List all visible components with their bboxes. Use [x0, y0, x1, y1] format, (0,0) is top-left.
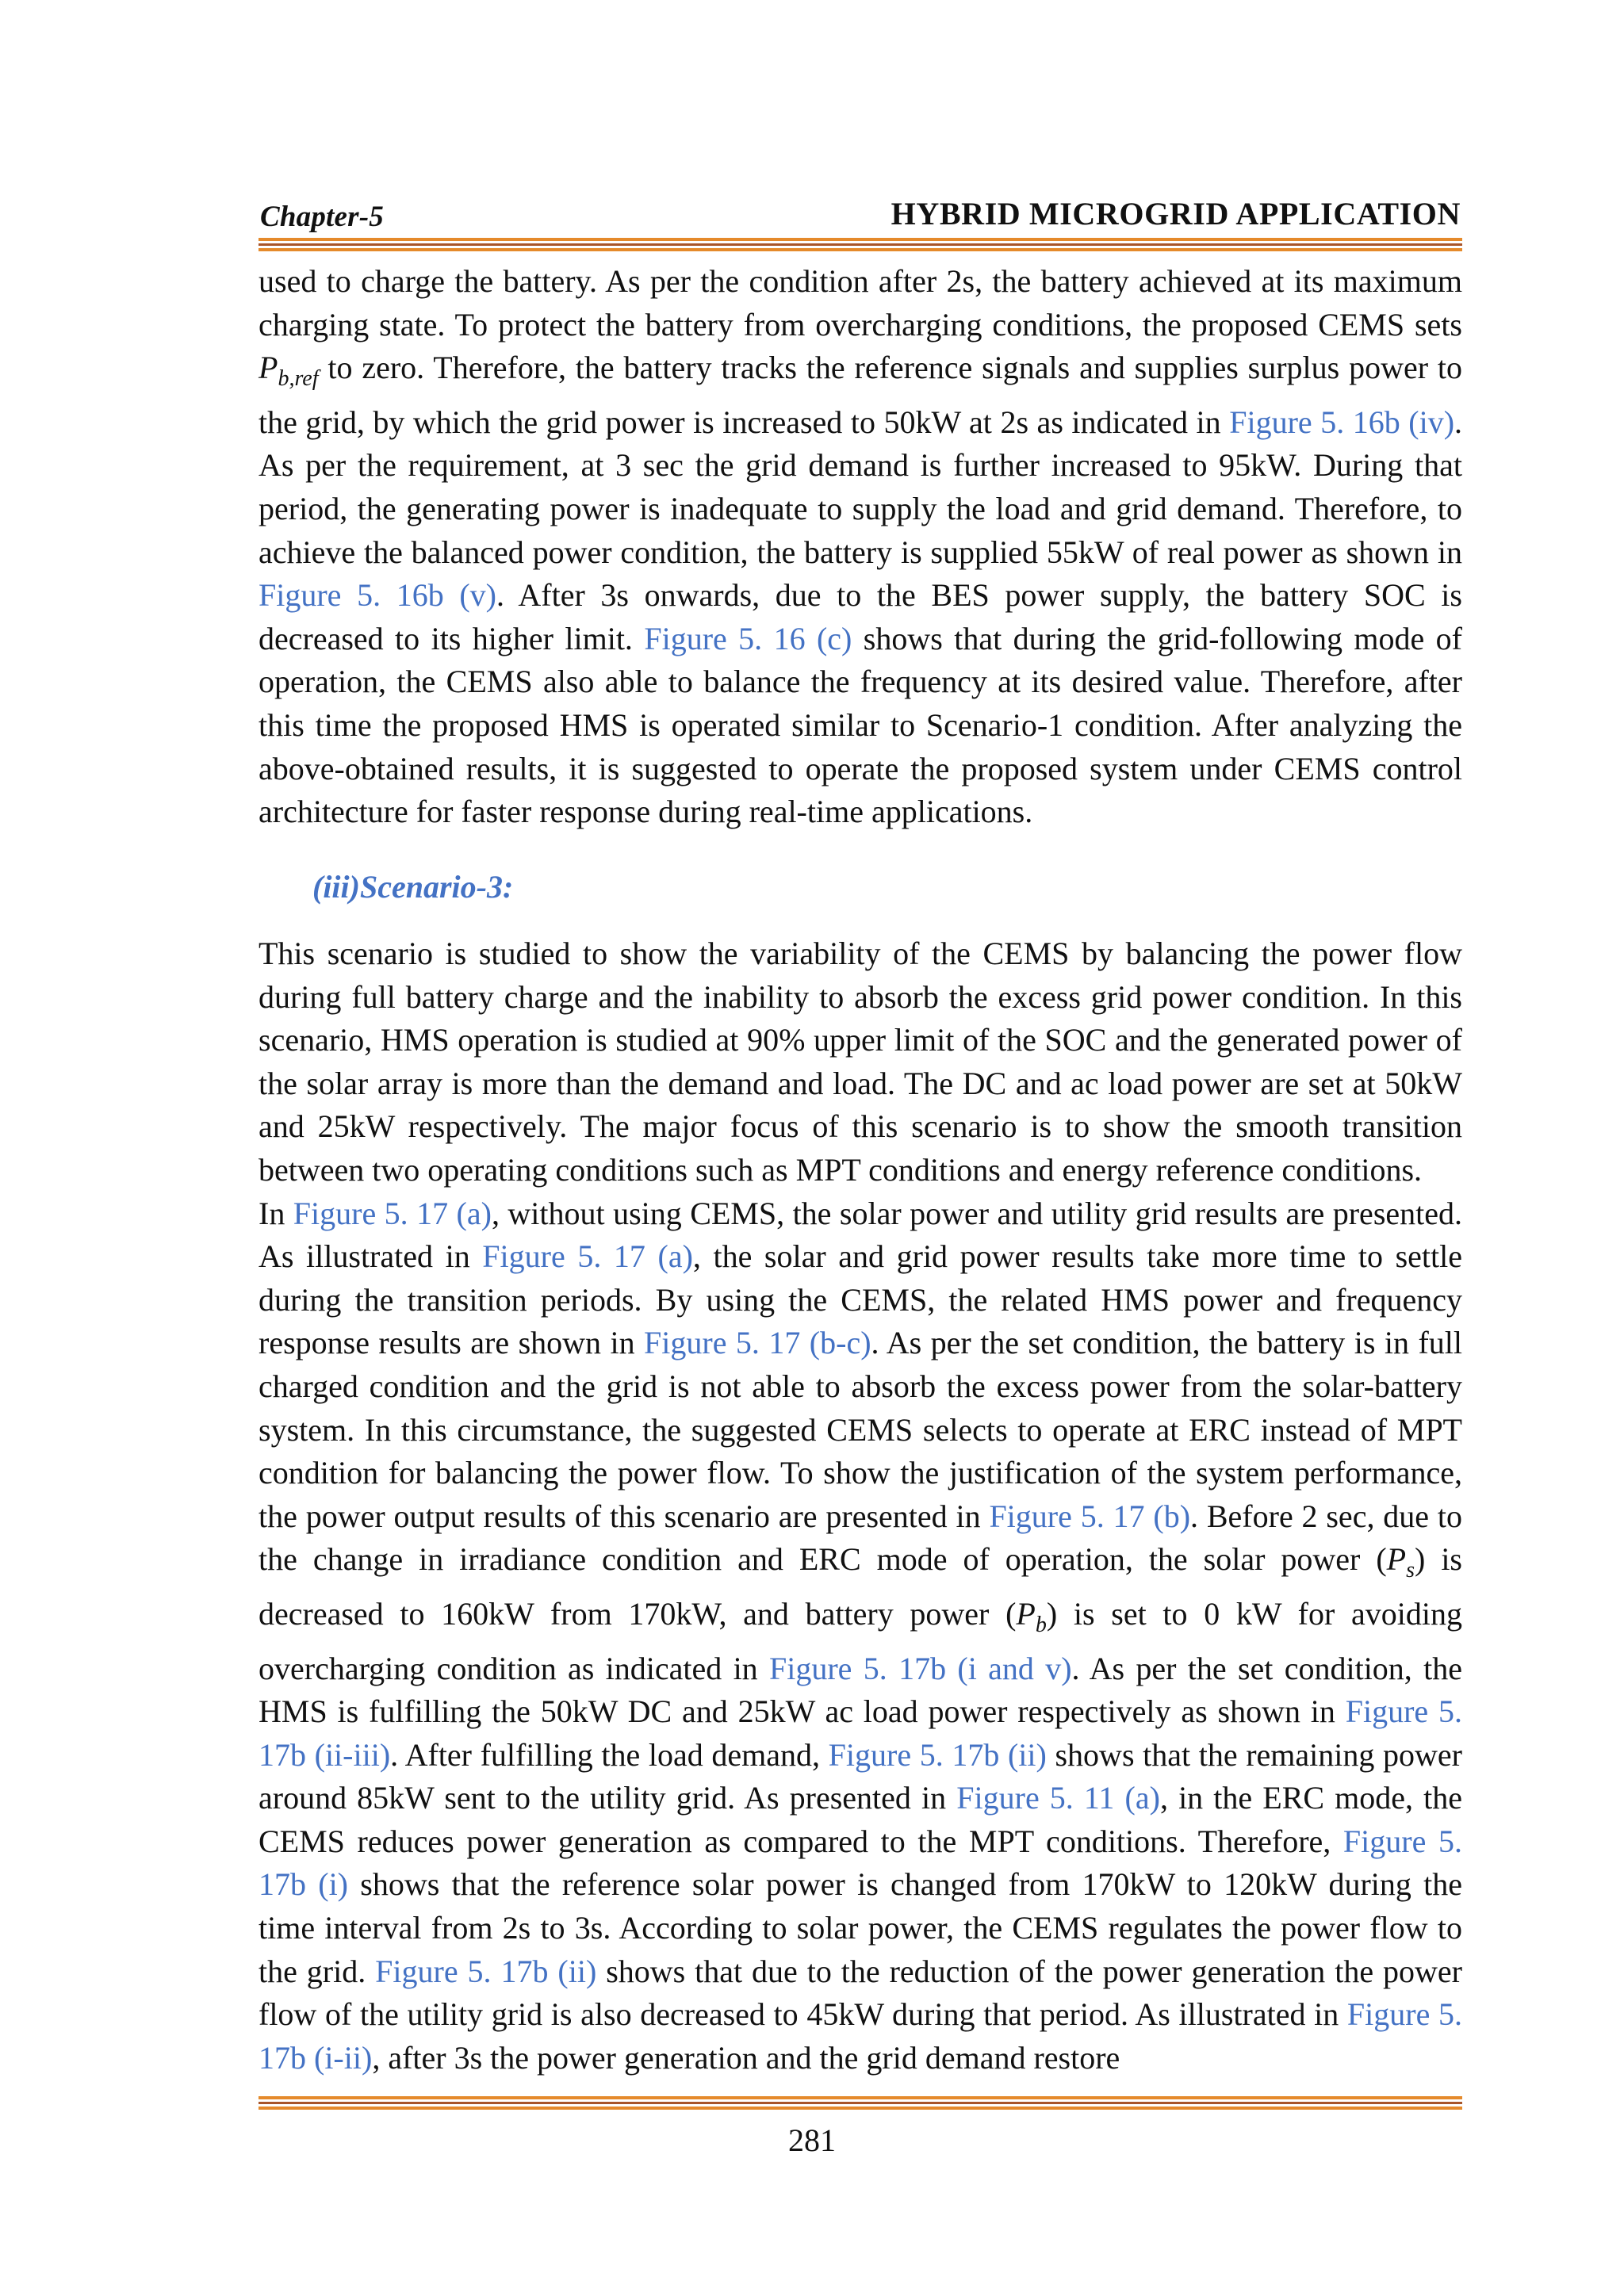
- symbol-pb-ref: [259, 350, 319, 392]
- header-rule-line: [259, 238, 1462, 241]
- text-run: . As per the set condition, the HMS is fulfilling the 50kW DC and 25kW ac load power respectively as shown in: [259, 1650, 1462, 1730]
- text-run: , the solar and grid power results take more time to settle during the transition periods. By using the CEMS, the related HMS power and frequency response results are shown in: [259, 1238, 1462, 1361]
- figure-reference-link[interactable]: Figure 5. 17b (i): [259, 1823, 1462, 1903]
- text-run: , in the ERC mode, the CEMS reduces power generation as compared to the MPT conditions. Therefore,: [259, 1780, 1463, 1859]
- header-rule-line: [259, 248, 1462, 251]
- figure-reference-link[interactable]: Figure 5. 17 (a): [482, 1238, 693, 1275]
- text-run: , after 3s the power generation and the grid demand restore: [372, 2039, 1120, 2076]
- text-run: . Before 2 sec, due to the change in irradiance condition and ERC mode of operation, the solar power (: [259, 1498, 1462, 1578]
- text-run: to zero. Therefore, the battery tracks the reference signals and supplies surplus power to the grid, by which the grid power is increased to 50kW at 2s as indicated in: [259, 350, 1462, 440]
- text-run: . As per the requirement, at 3 sec the grid demand is further increased to 95kW. During that period, the generating power is inadequate to supply the load and grid demand. Therefore, to achieve the balanced power condition, the battery is supplied 55kW of real power as shown in: [259, 404, 1463, 570]
- section-heading: (iii)Scenario-3:: [312, 869, 514, 905]
- footer-rule: [259, 2096, 1462, 2114]
- header-rule: [259, 238, 1462, 255]
- footer-rule-line: [259, 2107, 1462, 2110]
- figure-reference-link[interactable]: Figure 5. 16 (c): [644, 620, 852, 656]
- body-paragraph-1: [259, 260, 1462, 834]
- figure-reference-link[interactable]: Figure 5. 17b (ii): [828, 1736, 1047, 1773]
- figure-reference-link[interactable]: Figure 5. 17b (i-ii): [259, 1996, 1462, 2076]
- symbol-subscript: s: [1406, 1558, 1415, 1583]
- paragraph: [259, 260, 1462, 834]
- header-title: HYBRID MICROGRID APPLICATION: [891, 196, 1461, 232]
- text-run: shows that the remaining power around 85kW sent to the utility grid. As presented in: [259, 1736, 1462, 1816]
- symbol-subscript: b: [1035, 1612, 1047, 1637]
- text-run: shows that the reference solar power is changed from 170kW to 120kW during the time interval from 2s to 3s. According to solar power, the CEMS regulates the power flow to the grid.: [259, 1866, 1462, 1989]
- text-run: . After fulfilling the load demand,: [390, 1736, 829, 1773]
- figure-reference-link[interactable]: Figure 5. 17 (b-c): [644, 1325, 871, 1361]
- text-run: ) is set to 0 kW for avoiding overcharging condition as indicated in: [259, 1595, 1463, 1686]
- symbol-main: P: [259, 350, 278, 386]
- chapter-label: Chapter-5: [260, 201, 384, 233]
- text-run: ) is decreased to 160kW from 170kW, and battery power (: [259, 1541, 1462, 1632]
- paragraph: This scenario is studied to show the variability of the CEMS by balancing the power flow during full battery charge and the inability to absorb the excess grid power condition. In this scenario, HMS operation is studied at 90% upper limit of the SOC and the generated power of the solar array is more than the demand and load. The DC and ac load power are set at 50kW and 25kW respectively. The major focus of this scenario is to show the smooth transition between two operating conditions such as MPT conditions and energy reference conditions.: [259, 936, 1462, 1188]
- text-run: In: [259, 1195, 293, 1231]
- figure-reference-link[interactable]: Figure 5. 11 (a): [956, 1780, 1160, 1816]
- text-run: shows that due to the reduction of the power generation the power flow of the utility grid is also decreased to 45kW during that period. As illustrated in: [259, 1953, 1462, 2033]
- figure-reference-link[interactable]: Figure 5. 17b (ii-iii): [259, 1693, 1462, 1773]
- paragraph: [259, 1192, 1462, 2080]
- footer-rule-line: [259, 2096, 1462, 2099]
- body-section-scenario-3: [259, 932, 1462, 2080]
- text-run: . After 3s onwards, due to the BES power supply, the battery SOC is decreased to its higher limit.: [259, 577, 1462, 656]
- symbol-pb: [1016, 1595, 1047, 1637]
- text-run: shows that during the grid-following mode of operation, the CEMS also able to balance the frequency at its desired value. Therefore, after this time the proposed HMS is operated similar to Scenario-1 condition. After analyzing the above-obtained results, it is suggested to operate the proposed system under CEMS control architecture for faster response during real-time applications.: [259, 620, 1463, 830]
- symbol-main: P: [1016, 1595, 1036, 1632]
- figure-reference-link[interactable]: Figure 5. 17 (a): [293, 1195, 492, 1231]
- symbol-subscript: b,ref: [278, 366, 319, 392]
- footer-rule-line: [259, 2102, 1462, 2104]
- figure-reference-link[interactable]: Figure 5. 16b (v): [259, 577, 496, 614]
- figure-reference-link[interactable]: Figure 5. 17b (i and v): [769, 1650, 1072, 1686]
- page-number: 281: [788, 2122, 836, 2158]
- figure-reference-link[interactable]: Figure 5. 17b (ii): [375, 1953, 597, 1989]
- text-run: . As per the set condition, the battery is in full charged condition and the grid is not able to absorb the excess power from the solar-battery system. In this circumstance, the suggested CEMS selects to operate at ERC instead of MPT condition for balancing the power flow. To show the justification of the system performance, the power output results of this scenario are presented in: [259, 1325, 1462, 1534]
- text-run: used to charge the battery. As per the condition after 2s, the battery achieved at its maximum charging state. To protect the battery from overcharging conditions, the proposed CEMS sets: [259, 263, 1462, 342]
- symbol-main: P: [1386, 1541, 1407, 1578]
- figure-reference-link[interactable]: Figure 5. 16b (iv): [1229, 404, 1455, 440]
- text-run: , without using CEMS, the solar power and utility grid results are presented. As illustrated in: [259, 1195, 1462, 1275]
- figure-reference-link[interactable]: Figure 5. 17 (b): [989, 1498, 1191, 1534]
- header-rule-line: [259, 243, 1462, 246]
- symbol-ps: [1386, 1541, 1415, 1583]
- page-header: [259, 192, 1462, 232]
